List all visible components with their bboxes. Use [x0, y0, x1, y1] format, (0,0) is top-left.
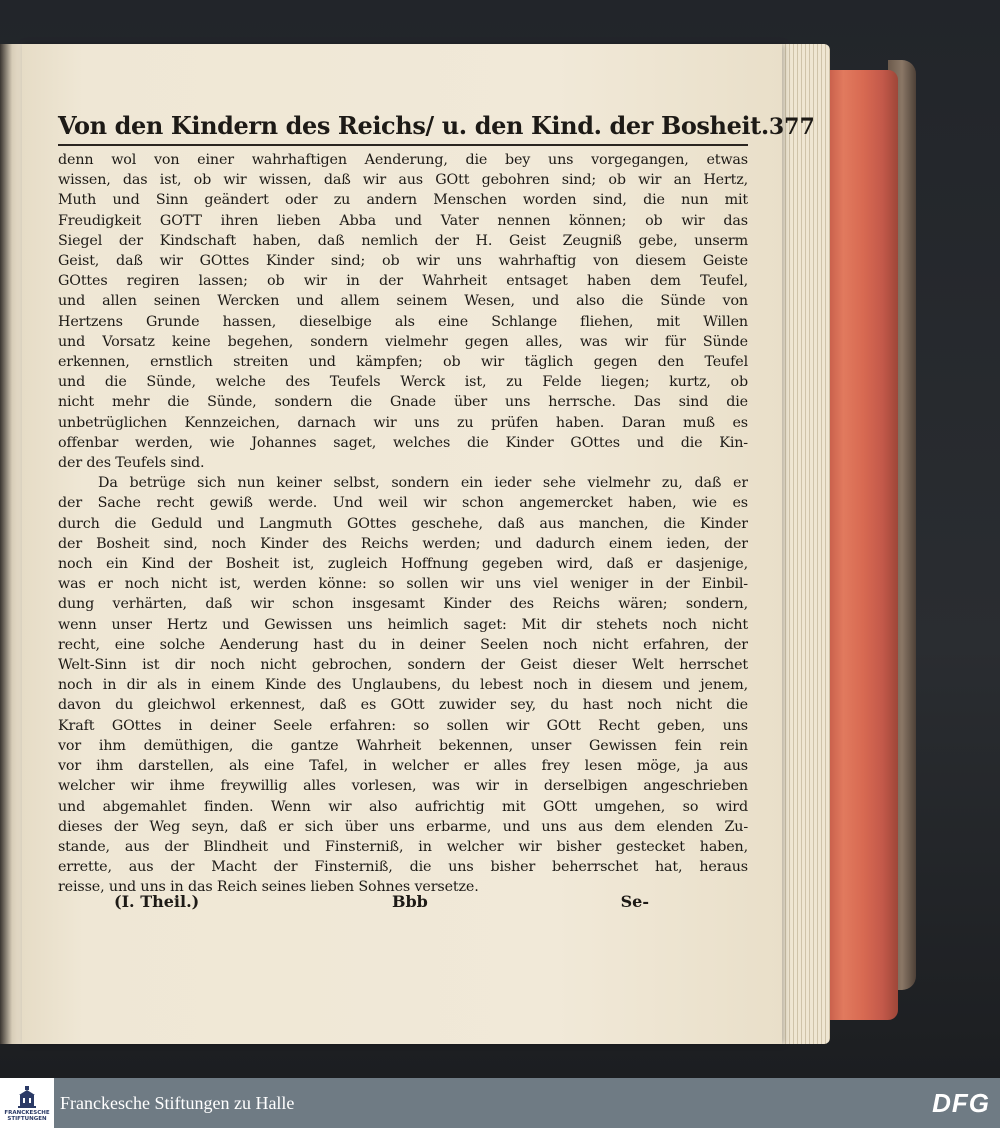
text-line: wenn unser Hertz und Gewissen uns heimlich saget: Mit dir stehets noch nicht [58, 616, 748, 633]
header-rule [58, 144, 748, 146]
text-line: dieses der Weg seyn, daß er sich über uns erbarme, und uns aus dem elenden Zu- [58, 818, 748, 835]
page-number: 377 [768, 114, 815, 140]
text-line: Welt-Sinn ist dir noch nicht gebrochen, sondern der Geist dieser Welt herrschet [58, 657, 748, 674]
running-head: Von den Kindern des Reichs/ u. den Kind. der Bosheit. [58, 111, 769, 140]
text-line: welcher wir ihme freywillig alles vorlesen, was wir in derselbigen angeschrieben [58, 778, 748, 795]
text-line: Da betrüge sich nun keiner selbst, sondern ein ieder sehe vielmehr zu, daß er [98, 475, 748, 492]
text-line: und allen seinen Wercken und allem seinem Wesen, und also die Sünde von [58, 293, 748, 310]
text-line: Muth und Sinn geändert oder zu andern Menschen worden sind, die nun mit [58, 192, 748, 209]
text-line: recht, eine solche Aenderung hast du in deiner Seelen noch nicht erfahren, der [58, 636, 748, 653]
text-line: noch ein Kind der Bosheit ist, zugleich Hoffnung gegeben wird, daß er dasjenige, [58, 556, 748, 573]
text-line: erkennen, ernstlich streiten und kämpfen; ob wir täglich gegen den Teufel [58, 354, 748, 371]
text-line: offenbar werden, wie Johannes saget, welches die Kinder GOttes und die Kin- [58, 434, 748, 451]
red-fore-edge [820, 70, 898, 1020]
text-line: stande, aus der Blindheit und Finsterniß, in welcher wir bisher gestecket haben, [58, 838, 748, 855]
text-line: Siegel der Kindschaft haben, daß nemlich der H. Geist Zeugniß gebe, unserm [58, 232, 748, 249]
text-line: der Sache recht gewiß werde. Und weil wir schon angemercket haben, wie es [58, 495, 748, 512]
page-header [58, 102, 815, 140]
signature-left: (I. Theil.) [114, 892, 200, 911]
text-line: vor ihm demüthigen, die gantze Wahrheit bekennen, unser Gewissen fein rein [58, 737, 748, 754]
text-line: davon du gleichwol erkennest, daß es GOtt zuwider sey, du hast noch nicht die [58, 697, 748, 714]
text-line: wissen, das ist, ob wir wissen, daß wir aus GOtt gebohren sind; ob wir an Hertz, [58, 172, 748, 189]
text-line: Kraft GOttes in deiner Seele erfahren: so sollen wir GOtt Recht geben, uns [58, 717, 748, 734]
facing-page-edge [0, 44, 22, 1044]
text-line: der Bosheit sind, noch Kinder des Reichs werden; und dadurch einem ieden, der [58, 535, 748, 552]
text-line: vor ihm darstellen, als eine Tafel, in welcher er alles frey lesen möge, ja aus [58, 758, 748, 775]
dfg-logo[interactable]: DFG [932, 1088, 990, 1118]
text-line: noch in dir als in einem Kinde des Unglaubens, du lebest noch in diesem und jenem, [58, 677, 748, 694]
text-line: denn wol von einer wahrhaftigen Aenderung, die bey uns vorgegangen, etwas [58, 152, 748, 168]
book-page [22, 44, 815, 1044]
text-line: und die Sünde, welche des Teufels Werck ist, zu Felde liegen; kurtz, ob [58, 374, 748, 391]
catchword: Se- [620, 892, 649, 911]
building-icon [16, 1085, 38, 1109]
text-line: unbetrüglichen Kennzeichen, darnach wir uns zu prüfen haben. Daran muß es [58, 414, 748, 431]
text-line: errette, aus der Macht der Finsterniß, die uns bisher beherrschet hat, heraus [58, 859, 748, 876]
text-line: dung verhärten, daß wir schon insgesamt Kinder des Reichs wären; sondern, [58, 596, 748, 613]
text-line: Geist, daß wir GOttes Kinder sind; ob wir uns wahrhaftig von diesem Geiste [58, 253, 748, 270]
credit-bar [0, 1078, 1000, 1128]
institution-logo[interactable] [0, 1078, 54, 1128]
logo-text: FRANCKESCHE STIFTUNGEN [4, 1109, 50, 1122]
text-line: nicht mehr die Sünde, sondern die Gnade über uns herrsche. Das sind die [58, 394, 748, 411]
body-text [58, 150, 748, 898]
text-line: Hertzens Grunde hassen, dieselbige als eine Schlange fliehen, mit Willen [58, 313, 748, 330]
text-line: was er noch nicht ist, werden könne: so sollen wir uns viel weniger in der Einbil- [58, 576, 748, 593]
text-line: der des Teufels sind. [58, 455, 205, 472]
institution-name[interactable]: Franckesche Stiftungen zu Halle [60, 1092, 295, 1113]
text-line: und Vorsatz keine begehen, sondern vielmehr gegen alles, was wir für Sünde [58, 333, 748, 350]
text-line: Freudigkeit GOTT ihren lieben Abba und Vater nennen können; ob wir das [58, 212, 748, 229]
text-line: durch die Geduld und Langmuth GOttes geschehe, daß aus manchen, die Kinder [58, 515, 748, 532]
text-line: reisse, und uns in das Reich seines lieben Sohnes versetze. [58, 879, 479, 896]
text-line: und abgemahlet finden. Wenn wir also aufrichtig mit GOtt umgehen, so wird [58, 798, 748, 815]
page-footer [114, 892, 649, 918]
text-line: GOttes regiren lassen; ob wir in der Wahrheit entsaget haben dem Teufel, [58, 273, 748, 290]
signature-mark: Bbb [391, 892, 428, 911]
